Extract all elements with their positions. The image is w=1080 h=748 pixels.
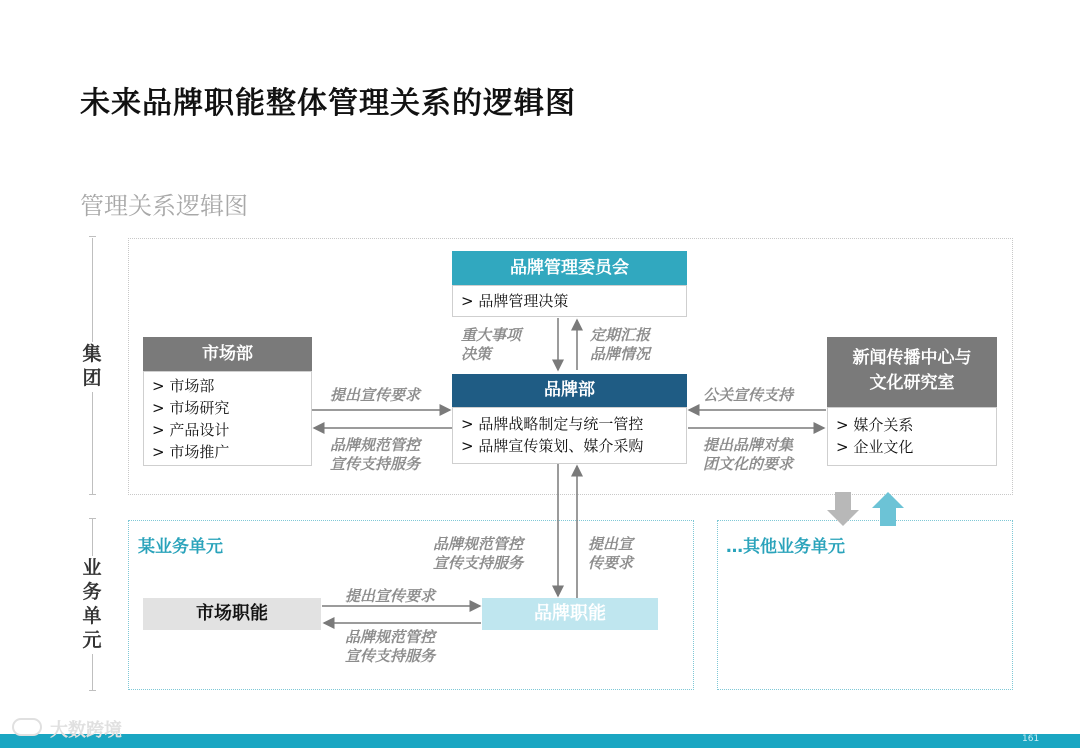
committee-body xyxy=(452,285,687,317)
brand-dept-header: 品牌部 xyxy=(452,374,687,407)
business-side-label: 业务单元 xyxy=(80,556,104,654)
annotation-support-top: 品牌规范管控 宣传支持服务 xyxy=(330,436,421,473)
annotation-raise-request-bottom: 提出宣传要求 xyxy=(345,587,436,605)
news-center-item: > 企业文化 xyxy=(836,438,914,456)
brand-dept-body xyxy=(452,407,687,464)
brand-dept-item: > 品牌宣传策划、媒介采购 xyxy=(461,437,644,455)
news-center-item: > 媒介关系 xyxy=(836,416,914,434)
annotation-raise-request-mid: 提出宣 传要求 xyxy=(588,535,634,572)
market-function-box: 市场职能 xyxy=(143,598,321,630)
news-center-header-line1: 新闻传播中心与 xyxy=(852,348,972,368)
market-dept-item: > 产品设计 xyxy=(152,421,230,439)
footer-bar xyxy=(0,734,1080,748)
up-block-arrow xyxy=(872,492,904,526)
committee-item: > 品牌管理决策 xyxy=(461,292,569,310)
annotation-culture-request: 提出品牌对集 团文化的要求 xyxy=(703,436,794,473)
market-dept-header: 市场部 xyxy=(143,337,312,371)
market-dept-body xyxy=(143,371,312,466)
page-title: 未来品牌职能整体管理关系的逻辑图 xyxy=(80,86,576,121)
market-dept-item: > 市场推广 xyxy=(152,443,230,461)
logo-icon xyxy=(12,718,42,736)
annotation-raise-request-top: 提出宣传要求 xyxy=(330,386,421,404)
business-unit-label: 某业务单元 xyxy=(138,537,223,557)
group-side-label: 集团 xyxy=(80,342,104,392)
annotation-support-bottom: 品牌规范管控 宣传支持服务 xyxy=(345,628,436,665)
diagram-subtitle: 管理关系逻辑图 xyxy=(80,192,248,220)
news-center-body xyxy=(827,407,997,466)
market-dept-item: > 市场研究 xyxy=(152,399,230,417)
annotation-support-mid: 品牌规范管控 宣传支持服务 xyxy=(433,535,524,572)
footer-logo-text: 大数跨境 xyxy=(50,720,122,741)
brand-dept-item: > 品牌战略制定与统一管控 xyxy=(461,415,644,433)
market-dept-item: > 市场部 xyxy=(152,377,215,395)
news-center-header-line2: 文化研究室 xyxy=(869,373,955,393)
annotation-regular-report: 定期汇报 品牌情况 xyxy=(590,326,651,363)
brand-function-box: 品牌职能 xyxy=(482,598,658,630)
page-number: 161 xyxy=(1022,734,1040,744)
news-center-header xyxy=(827,337,997,407)
annotation-major-decision: 重大事项 决策 xyxy=(461,326,522,363)
annotation-pr-support: 公关宣传支持 xyxy=(703,386,794,404)
down-block-arrow xyxy=(827,492,859,526)
other-units-label: …其他业务单元 xyxy=(726,537,845,557)
committee-header: 品牌管理委员会 xyxy=(452,251,687,285)
